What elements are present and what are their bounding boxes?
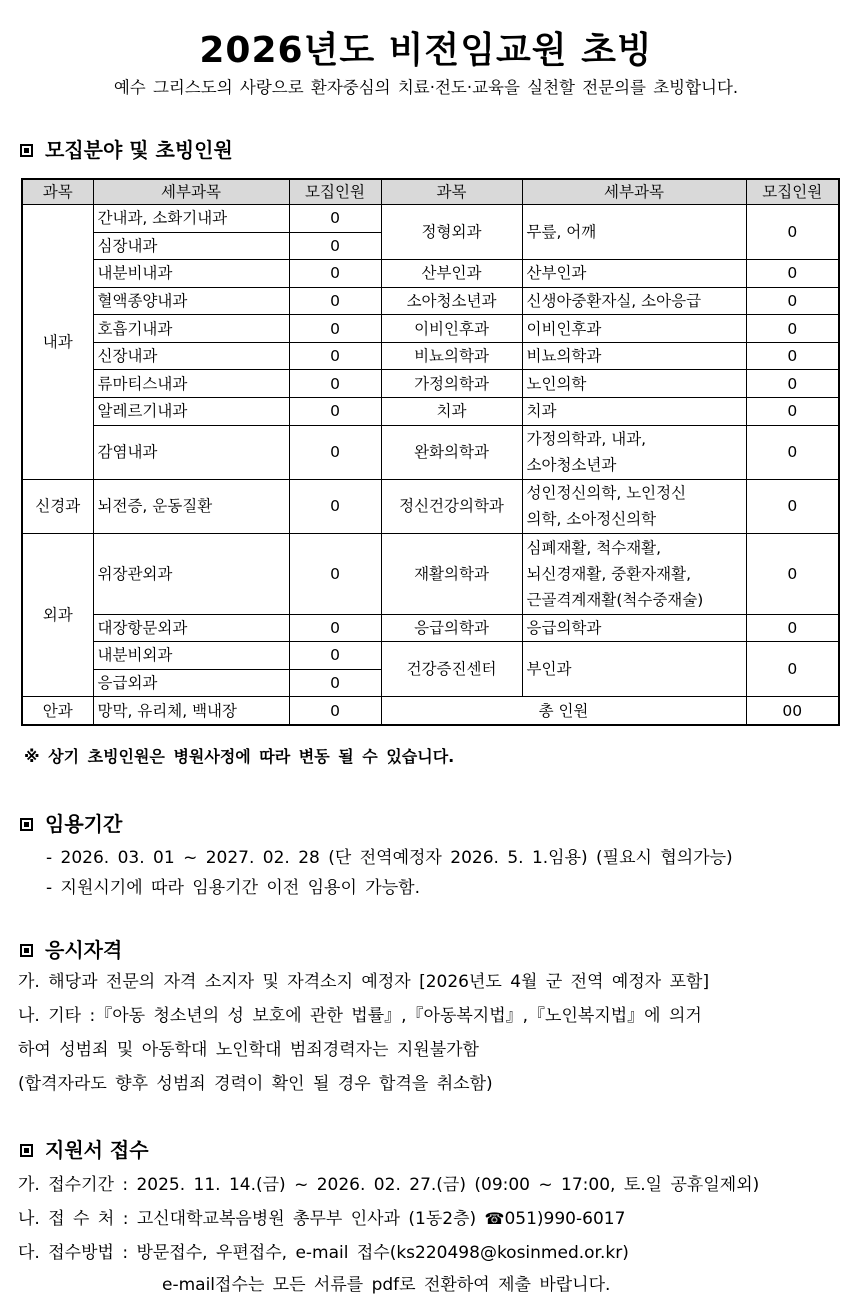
sub-cell: 간내과, 소화기내과 — [93, 205, 289, 233]
table-row — [22, 315, 839, 343]
dept-rehab: 재활의학과 — [381, 533, 522, 614]
sub-cell: 혈액종양내과 — [93, 287, 289, 315]
sub-line: 가정의학과, 내과, — [526, 430, 647, 449]
header-cell: 모집인원 — [746, 179, 839, 205]
recruit-table — [21, 178, 840, 726]
sub-cell: 대장항문외과 — [93, 614, 289, 642]
count-cell: 0 — [289, 697, 381, 725]
sub-cell: 심장내과 — [93, 232, 289, 260]
count-cell: 0 — [746, 642, 839, 697]
section-period-heading — [20, 808, 122, 837]
dept-uro: 비뇨의학과 — [381, 342, 522, 370]
page-title: 2026년도 비전임교원 초빙 — [199, 30, 653, 71]
table-row — [22, 533, 839, 614]
count-cell: 0 — [289, 260, 381, 288]
period-line: - 2026. 03. 01 ~ 2027. 02. 28 (단 전역예정자 2026. 5. 1.임용) (필요시 협의가능) — [46, 848, 733, 868]
sub-cell: 망막, 유리체, 백내장 — [93, 697, 289, 725]
count-cell: 0 — [746, 370, 839, 398]
count-cell: 0 — [746, 287, 839, 315]
table-row — [22, 287, 839, 315]
count-cell: 0 — [289, 205, 381, 233]
dept-internal: 내과 — [22, 205, 93, 480]
application-period-line: 가. 접수기간 : 2025. 11. 14.(금) ~ 2026. 02. 27.(금) (09:00 ~ 17:00, 토.일 공휴일제외) — [18, 1175, 760, 1195]
header-cell: 과목 — [22, 179, 93, 205]
table-header-row — [22, 179, 839, 205]
application-place-text: 나. 접 수 처 : 고신대학교복음병원 총무부 인사과 (1동2층) — [18, 1209, 485, 1229]
count-cell: 0 — [289, 398, 381, 426]
count-cell: 0 — [289, 425, 381, 479]
dept-neuro: 신경과 — [22, 479, 93, 533]
sub-line: 근골격계재활(척수중재술) — [526, 590, 704, 609]
section-recruit-heading — [20, 134, 233, 163]
qualification-line: 하여 성범죄 및 아동학대 노인학대 범죄경력자는 지원불가함 — [18, 1040, 479, 1060]
sub-cell: 감염내과 — [93, 425, 289, 479]
dept-health: 건강증진센터 — [381, 642, 522, 697]
sub-cell: 비뇨의학과 — [522, 342, 746, 370]
count-cell: 0 — [289, 370, 381, 398]
sub-cell: 이비인후과 — [522, 315, 746, 343]
count-cell: 0 — [746, 342, 839, 370]
table-row — [22, 425, 839, 479]
page-subtitle: 예수 그리스도의 사랑으로 환자중심의 치료·전도·교육을 실천할 전문의를 초빙합니다. — [113, 78, 739, 97]
sub-cell: 류마티스내과 — [93, 370, 289, 398]
sub-cell: 신생아중환자실, 소아응급 — [522, 287, 746, 315]
sub-cell: 산부인과 — [522, 260, 746, 288]
count-cell: 0 — [289, 669, 381, 697]
count-cell: 0 — [746, 205, 839, 260]
count-cell: 0 — [289, 342, 381, 370]
count-cell: 0 — [746, 260, 839, 288]
count-cell: 0 — [746, 425, 839, 479]
sub-cell: 위장관외과 — [93, 533, 289, 614]
sub-line: 성인정신의학, 노인정신 — [526, 484, 687, 503]
dept-dent: 치과 — [381, 398, 522, 426]
header-cell: 과목 — [381, 179, 522, 205]
application-method-line: 다. 접수방법 : 방문접수, 우편접수, e-mail 접수(ks220498@kosinmed.or.kr) — [18, 1243, 629, 1263]
count-cell: 0 — [289, 315, 381, 343]
count-cell: 0 — [746, 614, 839, 642]
count-cell: 0 — [289, 533, 381, 614]
sub-cell: 부인과 — [522, 642, 746, 697]
sub-line: 심폐재활, 척수재활, — [526, 538, 662, 557]
qualification-line: (합격자라도 향후 성범죄 경력이 확인 될 경우 합격을 취소함) — [18, 1074, 493, 1094]
table-row — [22, 370, 839, 398]
notice-text: ※ 상기 초빙인원은 병원사정에 따라 변동 될 수 있습니다. — [24, 747, 455, 766]
header-cell: 모집인원 — [289, 179, 381, 205]
table-row — [22, 260, 839, 288]
count-cell: 0 — [289, 614, 381, 642]
square-bullet-icon — [20, 144, 33, 157]
sub-line: 뇌신경재활, 중환자재활, — [526, 564, 692, 583]
dept-fam: 가정의학과 — [381, 370, 522, 398]
qualification-line: 나. 기타 :『아동 청소년의 성 보호에 관한 법률』,『아동복지법』,『노인복지법』에 의거 — [18, 1006, 702, 1026]
sub-line: 소아청소년과 — [526, 456, 617, 475]
sub-cell: 응급외과 — [93, 669, 289, 697]
header-cell: 세부과목 — [522, 179, 746, 205]
count-cell: 0 — [289, 287, 381, 315]
phone-icon: ☎ — [484, 1209, 505, 1228]
dept-surgery: 외과 — [22, 533, 93, 696]
dept-obgyn: 산부인과 — [381, 260, 522, 288]
section-qualification-heading — [20, 934, 122, 963]
dept-eye: 안과 — [22, 697, 93, 725]
square-bullet-icon — [20, 1144, 33, 1157]
count-cell: 0 — [746, 533, 839, 614]
sub-cell: 치과 — [522, 398, 746, 426]
total-label: 총 인원 — [381, 697, 746, 725]
section-heading-text: 임용기간 — [45, 812, 123, 836]
sub-cell: 알레르기내과 — [93, 398, 289, 426]
square-bullet-icon — [20, 818, 33, 831]
sub-cell: 내분비내과 — [93, 260, 289, 288]
qualification-line: 가. 해당과 전문의 자격 소지자 및 자격소지 예정자 [2026년도 4월 군 전역 예정자 포함] — [18, 972, 710, 992]
period-line: - 지원시기에 따라 임용기간 이전 임용이 가능함. — [46, 878, 420, 898]
count-cell: 0 — [746, 315, 839, 343]
section-heading-text: 모집분야 및 초빙인원 — [45, 138, 233, 162]
count-cell: 0 — [746, 398, 839, 426]
sub-cell: 응급의학과 — [522, 614, 746, 642]
sub-line: 의학, 소아정신의학 — [526, 510, 657, 529]
sub-cell: 내분비외과 — [93, 642, 289, 670]
table-row — [22, 479, 839, 533]
table-row — [22, 205, 839, 233]
email-note-line: e-mail접수는 모든 서류를 pdf로 전환하여 제출 바랍니다. — [162, 1275, 611, 1295]
count-cell: 0 — [289, 642, 381, 670]
dept-psy: 정신건강의학과 — [381, 479, 522, 533]
sub-cell: 뇌전증, 운동질환 — [93, 479, 289, 533]
count-cell: 0 — [289, 479, 381, 533]
dept-ortho: 정형외과 — [381, 205, 522, 260]
table-row — [22, 398, 839, 426]
dept-peds: 소아청소년과 — [381, 287, 522, 315]
sub-cell: 무릎, 어깨 — [522, 205, 746, 260]
sub-cell — [522, 479, 746, 533]
table-row — [22, 342, 839, 370]
sub-cell: 신장내과 — [93, 342, 289, 370]
sub-cell: 호흡기내과 — [93, 315, 289, 343]
table-row — [22, 614, 839, 642]
dept-ent: 이비인후과 — [381, 315, 522, 343]
dept-er: 응급의학과 — [381, 614, 522, 642]
sub-cell: 노인의학 — [522, 370, 746, 398]
total-count: 00 — [746, 697, 839, 725]
table-row — [22, 642, 839, 670]
dept-pall: 완화의학과 — [381, 425, 522, 479]
section-application-heading — [20, 1134, 149, 1163]
square-bullet-icon — [20, 944, 33, 957]
count-cell: 0 — [289, 232, 381, 260]
sub-cell — [522, 425, 746, 479]
section-heading-text: 지원서 접수 — [45, 1138, 149, 1162]
count-cell: 0 — [746, 479, 839, 533]
header-cell: 세부과목 — [93, 179, 289, 205]
section-heading-text: 응시자격 — [45, 938, 123, 962]
sub-cell — [522, 533, 746, 614]
application-place-line — [18, 1204, 625, 1229]
phone-number: 051)990-6017 — [504, 1209, 626, 1229]
table-row — [22, 697, 839, 725]
